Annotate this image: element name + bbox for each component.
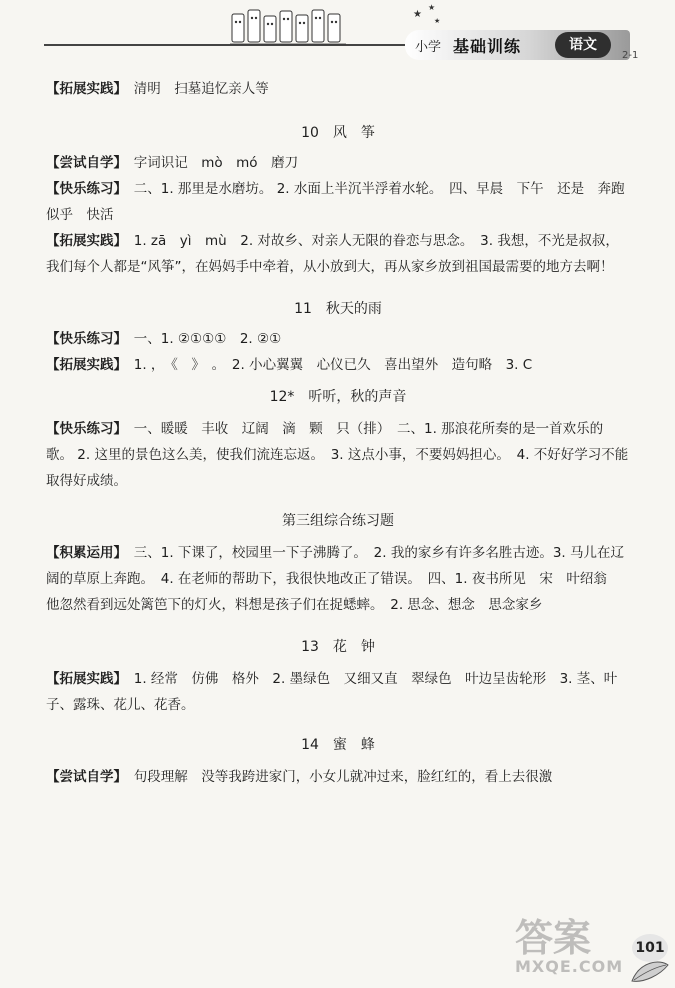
answer-paragraph [46,666,630,718]
answer-paragraph [46,76,630,102]
answer-paragraph [46,416,630,494]
star-icon: ★ [413,9,422,20]
subject-badge: 语文 [555,32,611,58]
answer-paragraph [46,352,630,378]
answer-text: 一、暖暖 丰收 辽阔 滴 颗 只（排） 二、1. 那浪花所奏的是一首欢乐的歌。 2. 这里的景色这么美，使我们流连忘返。 3. 这点小事，不要妈妈担心。 4. 不好好学习不能取得好成绩。 [46,421,629,489]
answer-text: 1. ， 《 》 。 2. 小心翼翼 心仪已久 喜出望外 造句略 3. C [133,357,533,373]
section-tag: 【快乐练习】 [46,331,121,347]
answer-text: 句段理解 没等我跨进家门，小女儿就冲过来，脸红红的，看上去很激 [133,769,553,785]
answer-text: 一、1. ②①①① 2. ②① [133,331,282,347]
grade-label: 小学 [415,40,442,55]
section-tag: 【拓展实践】 [46,233,121,249]
answer-text: 字词识记 mò mó 磨刀 [133,155,299,171]
answer-text: 1. zā yì mù 2. 对故乡、对亲人无限的眷恋与思念。 3. 我想，不光是叔叔，我们每个人都是“风筝”，在妈妈手中牵着，从小放到大，再从家乡放到祖国最需要的地方去啊！ [46,233,619,275]
lesson-heading: 11 秋天的雨 [294,301,382,317]
section-tag: 【积累运用】 [46,545,121,561]
page-number: 101 [632,934,668,962]
section-tag: 【尝试自学】 [46,769,121,785]
header-rule [44,44,409,46]
section-tag: 【尝试自学】 [46,155,121,171]
section-tag: 【快乐练习】 [46,181,121,197]
corner-mark: 2-1 [622,50,639,61]
book-title-band [405,30,630,60]
watermark-text: 答案 [515,916,592,960]
section-tag: 【拓展实践】 [46,357,121,373]
answer-paragraph [46,326,630,352]
watermark-url: MXQE.COM [515,957,624,976]
lesson-heading: 13 花 钟 [301,639,375,655]
answer-text: 清明 扫墓追忆亲人等 [133,81,269,97]
answer-text: 二、1. 那里是水磨坊。 2. 水面上半沉半浮着水轮。 四、早晨 下午 还是 奔跑 似乎 快活 [46,181,639,223]
answer-paragraph [46,764,630,790]
lesson-heading: 12* 听听，秋的声音 [269,389,407,405]
book-title: 基础训练 [453,37,522,56]
lesson-heading: 14 蜜 蜂 [301,737,375,753]
answer-paragraph [46,228,630,280]
pencil-characters-icon [228,8,350,48]
exercise-group-heading: 第三组综合练习题 [282,513,394,529]
answer-paragraph [46,540,630,618]
page-header [0,0,675,75]
answer-paragraph [46,176,639,228]
answer-paragraph [46,150,630,176]
star-icon: ★ [434,17,441,25]
section-tag: 【拓展实践】 [46,81,121,97]
section-tag: 【拓展实践】 [46,671,121,687]
answer-text: 1. 经常 仿佛 格外 2. 墨绿色 又细又直 翠绿色 叶边呈齿轮形 3. 茎、叶子、露珠、花儿、花香。 [46,671,618,713]
section-tag: 【快乐练习】 [46,421,121,437]
answer-text: 三、1. 下课了，校园里一下子沸腾了。 2. 我的家乡有许多名胜古迹。3. 马儿在辽阔的草原上奔跑。 4. 在老师的帮助下，我很快地改正了错误。 四、1. 夜书所见 宋 叶绍翁 他忽然看到远处篱笆下的灯火，料想是孩子们在捉蟋蟀。 2. 思念、想念 思念家乡 [46,545,625,613]
lesson-heading: 10 风 筝 [301,125,375,141]
star-icon: ★ [428,3,436,12]
answer-content [46,76,639,790]
